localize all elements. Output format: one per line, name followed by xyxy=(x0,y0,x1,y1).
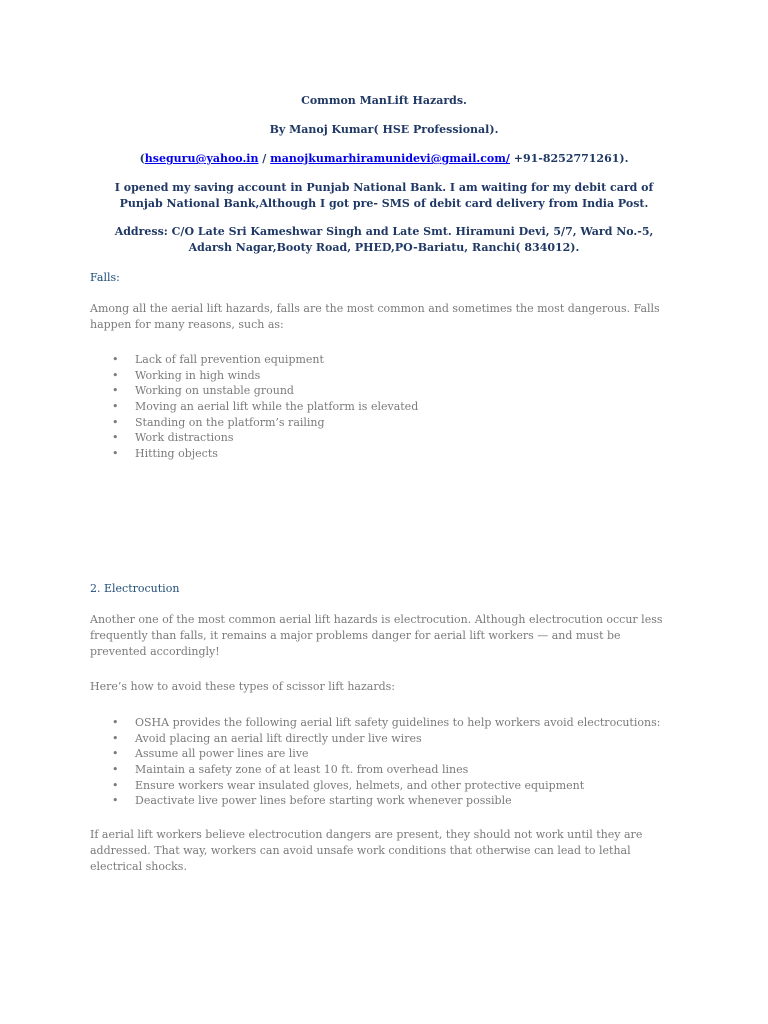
electrocution-closing: If aerial lift workers believe electrocution dangers are present, they should not work until they are addressed. That way, workers can avoid unsafe work conditions that otherwise can lead to lethal electrical shocks. xyxy=(90,828,643,873)
list-item: • Maintain a safety zone of at least 10 ft. from overhead lines xyxy=(90,762,660,778)
list-item: • Working on unstable ground xyxy=(90,383,418,399)
electrocution-list xyxy=(90,715,660,809)
list-item: • Avoid placing an aerial lift directly under live wires xyxy=(90,731,660,747)
contact-separator: / xyxy=(258,152,271,165)
email-link-gmail[interactable]: manojkumarhiramunidevi@gmail.com/ xyxy=(270,152,510,165)
list-item: • Assume all power lines are live xyxy=(90,746,660,762)
falls-heading: Falls: xyxy=(90,271,120,284)
list-item: • Standing on the platform’s railing xyxy=(90,415,418,431)
list-item: • Deactivate live power lines before starting work whenever possible xyxy=(90,793,660,809)
falls-intro: Among all the aerial lift hazards, falls are the most common and sometimes the most dangerous. Falls happen for many reasons, such as: xyxy=(90,302,660,331)
postal-address: Address: C/O Late Sri Kameshwar Singh and Late Smt. Hiramuni Devi, 5/7, Ward No.-5, Adarsh Nagar,Booty Road, PHED,PO-Bariatu, Ranchi( 834012). xyxy=(114,225,654,254)
email-link-yahoo[interactable]: hseguru@yahoo.in xyxy=(144,152,259,165)
bank-notice: I opened my saving account in Punjab National Bank. I am waiting for my debit card of Punjab National Bank,Although I got pre- SMS of debit card delivery from India Post. xyxy=(114,181,654,210)
list-item: • OSHA provides the following aerial lift safety guidelines to help workers avoid electrocutions: xyxy=(90,715,660,731)
list-item: • Hitting objects xyxy=(90,446,418,462)
electrocution-howto: Here’s how to avoid these types of scissor lift hazards: xyxy=(90,680,395,693)
list-item: • Work distractions xyxy=(90,430,418,446)
electrocution-intro: Another one of the most common aerial lift hazards is electrocution. Although electrocution occur less frequently than falls, it remains a major problems danger for aerial lift workers — and must be prevented accordingly! xyxy=(90,613,663,658)
contact-line xyxy=(96,151,672,167)
contact-open: ( xyxy=(139,152,145,165)
document-title: Common ManLift Hazards. xyxy=(301,94,467,107)
author-line: By Manoj Kumar( HSE Professional). xyxy=(269,123,499,136)
phone-number: +91-8252771261). xyxy=(509,152,629,165)
list-item: • Lack of fall prevention equipment xyxy=(90,352,418,368)
list-item: • Ensure workers wear insulated gloves, helmets, and other protective equipment xyxy=(90,778,660,794)
list-item: • Moving an aerial lift while the platform is elevated xyxy=(90,399,418,415)
list-item: • Working in high winds xyxy=(90,368,418,384)
electrocution-heading: 2. Electrocution xyxy=(90,582,180,595)
falls-list xyxy=(90,352,418,462)
